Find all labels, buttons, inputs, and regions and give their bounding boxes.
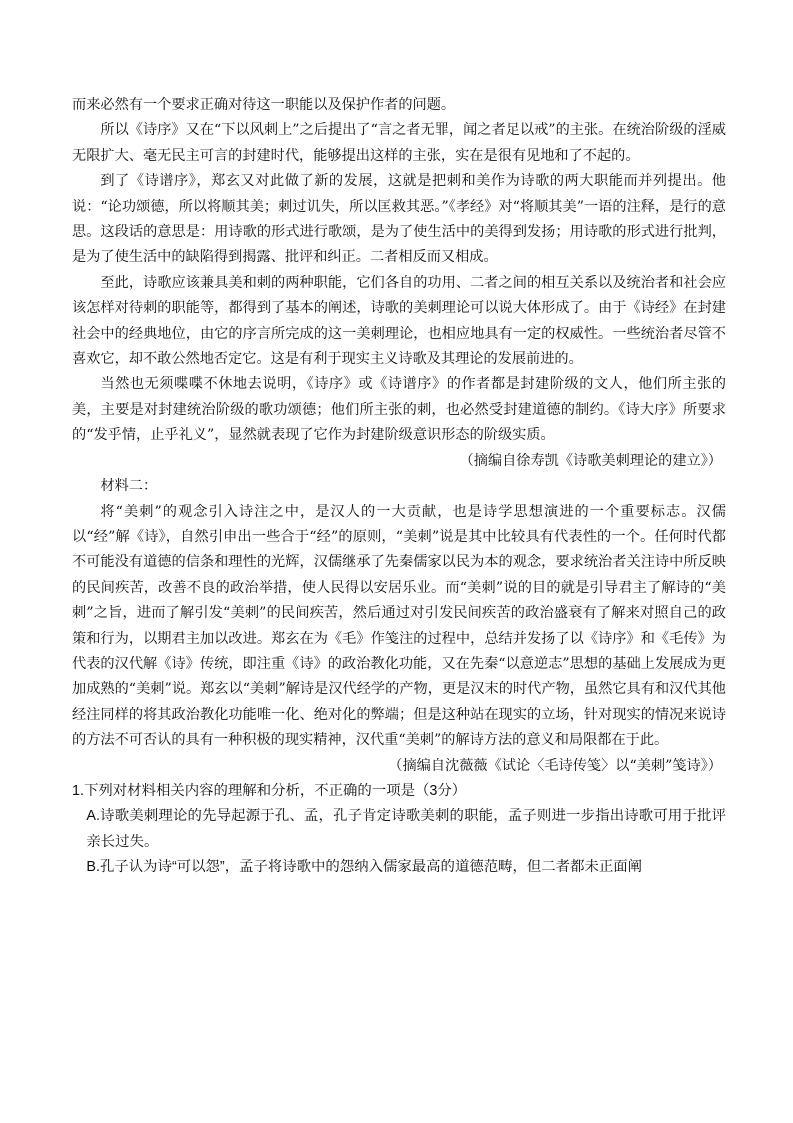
paragraph-shipuxu: 到了《诗谱序》，郑玄又对此做了新的发展，这就是把刺和美作为诗歌的两大职能而并列提出。他说：“论功颂德，所以将顺其美；刺过讥失，所以匡救其恶。”《孝经》对“将顺其美”一语的注释，是行的意思。这段话的意思是：用诗歌的形式进行歌颂，是为了使生活中的美得到发扬；用诗歌的形式进行批判，是为了使生活中的缺陷得到揭露、批评和纠正。二者相反而又相成。	[72, 173, 726, 266]
option-a: A.诗歌美刺理论的先导起源于孔、孟，孔子肯定诗歌美刺的职能，孟子则进一步指出诗歌可用于批评亲长过失。	[86, 808, 726, 850]
option-b: B.孔子认为诗“可以怨”，孟子将诗歌中的怨纳入儒家最高的道德范畴，但二者都未正面阐	[86, 859, 643, 876]
source-citation-two: （摘编自沈薇薇《试论〈毛诗传笺〉以“美刺”笺诗》）	[388, 757, 722, 774]
paragraph-shixu: 所以《诗序》又在“下以风刺上”之后提出了“言之者无罪，闻之者足以戒”的主张。在统治阶级的淫威无限扩大、毫无民主可言的封建时代，能够提出这样的主张，实在是很有见地和了不起的。	[72, 122, 726, 164]
paragraph-continuation: 而来必然有一个要求正确对待这一职能以及保护作者的问题。	[72, 97, 456, 113]
paragraph-material-two: 将“美刺”的观念引入诗注之中，是汉人的一大贡献，也是诗学思想演进的一个重要标志。汉儒以“经”解《诗》，自然引申出一些合于“经”的原则，“美刺”说是其中比较具有代表性的一个。任何时代都不可能没有道德的信条和理性的光辉，汉儒继承了先秦儒家以民为本的观念，要求统治者关注诗中所反映的民间疾苦，改善不良的政治举措，使人民得以安居乐业。而“美刺”说的目的就是引导君主了解诗的“美刺”之旨，进而了解引发“美刺”的民间疾苦，然后通过对引发民间疾苦的政治盛衰有了解来对照自己的政策和行为，以期君主加以改进。郑玄在为《毛》作笺注的过程中，总结并发扬了以《诗序》和《毛传》为代表的汉代解《诗》传统，即注重《诗》的政治教化功能，又在先秦“以意逆志”思想的基础上发展成为更加成熟的“美刺”说。郑玄以“美刺”解诗是汉代经学的产物，更是汉末的时代产物，虽然它具有和汉代其他经注同样的将其政治教化功能唯一化、绝对化的弊端；但是这种站在现实的立场，针对现实的情况来说诗的方法不可否认的具有一种积极的现实精神，汉代重“美刺”的解诗方法的意义和局限都在于此。	[72, 503, 726, 749]
paragraph-class-nature: 当然也无须喋喋不休地去说明，《诗序》或《诗谱序》的作者都是封建阶级的文人，他们所主张的美，主要是对封建统治阶级的歌功颂德；他们所主张的刺，也必然受封建道德的制约。《诗大序》所要求的“发乎情，止乎礼义”，显然就表现了它作为封建阶级意识形态的阶级实质。	[72, 376, 726, 444]
source-citation-one: （摘编自徐寿凯《诗歌美刺理论的建立》）	[459, 452, 722, 469]
text-body	[72, 93, 726, 881]
material-two-label: 材料二：	[100, 478, 158, 495]
paragraph-meici-theory: 至此，诗歌应该兼具美和刺的两种职能，它们各自的功用、二者之间的相互关系以及统治者和社会应该怎样对待刺的职能等，都得到了基本的阐述，诗歌的美刺理论可以说大体形成了。由于《诗经》在封建社会中的经典地位，由它的序言所完成的这一美刺理论，也相应地具有一定的权威性。一些统治者尽管不喜欢它，却不敢公然地否定它。这是有利于现实主义诗歌及其理论的发展前进的。	[72, 274, 726, 368]
question-stem: 1.下列对材料相关内容的理解和分析，不正确的一项是（3分）	[72, 782, 467, 799]
